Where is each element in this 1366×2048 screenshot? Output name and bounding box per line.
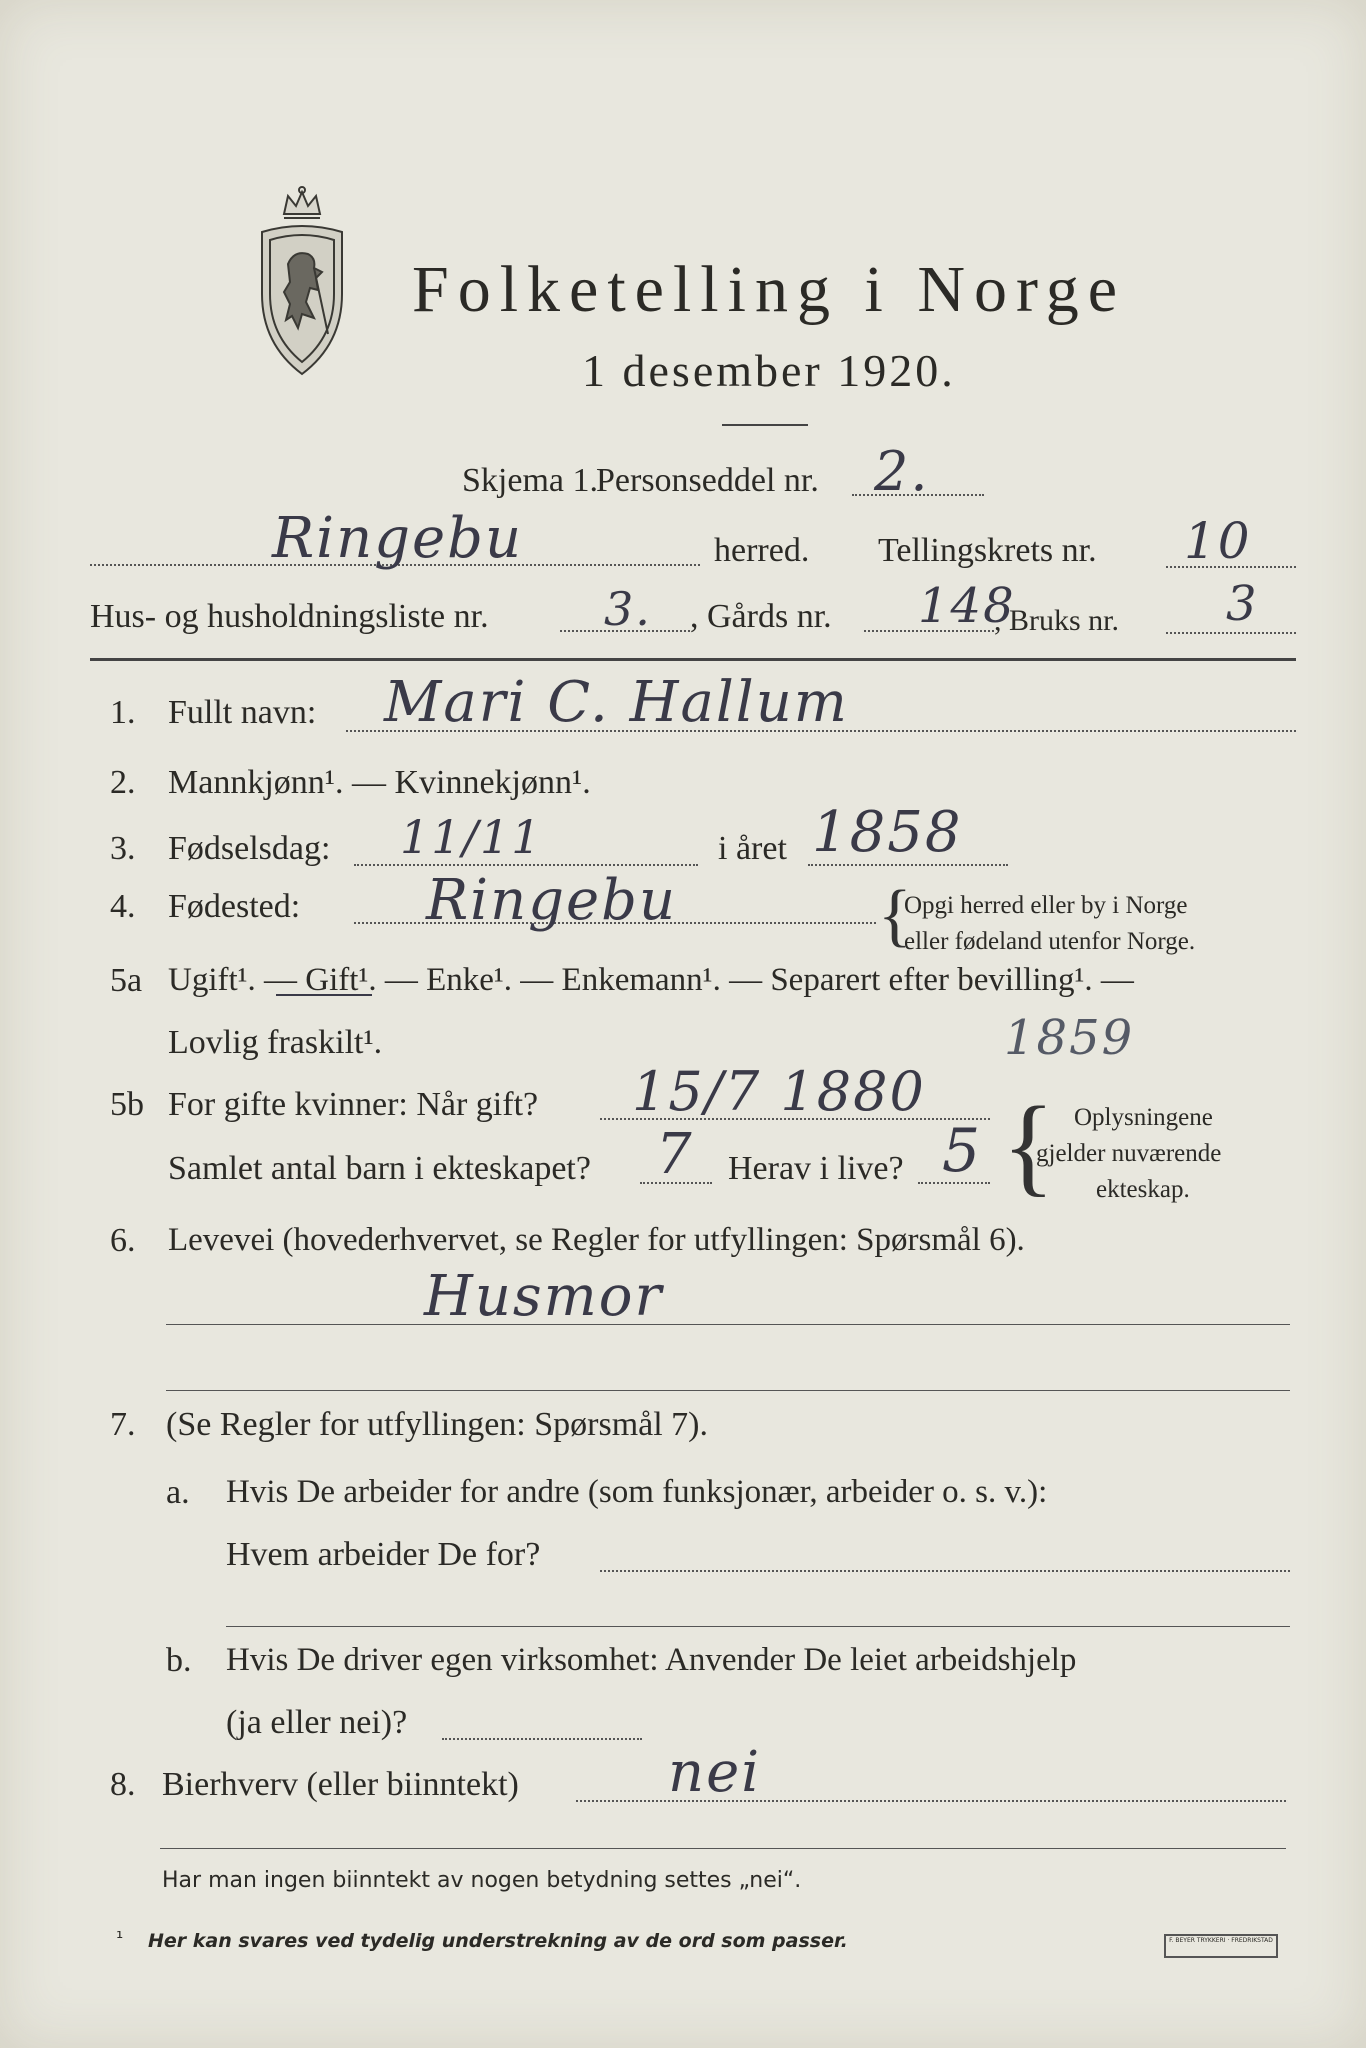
q3-label: Fødselsdag: bbox=[168, 830, 331, 867]
q5b-alive-label: Herav i live? bbox=[728, 1150, 904, 1187]
q8-note: Har man ingen biinntekt av nogen betydning settes „nei“. bbox=[162, 1868, 802, 1893]
footnote-mark: ¹ bbox=[116, 1928, 124, 1949]
norway-coat-of-arms-icon bbox=[244, 184, 360, 384]
printer-stamp: F. BEYER TRYKKERI · FREDRIKSTAD bbox=[1164, 1934, 1278, 1958]
q5b-number: 5b bbox=[110, 1086, 144, 1123]
q7-number: 7. bbox=[110, 1406, 136, 1443]
q3-birthday-value[interactable]: 11/11 bbox=[400, 810, 543, 864]
q4-birthplace-value[interactable]: Ringebu bbox=[426, 868, 678, 933]
q5b-note-line3: ekteskap. bbox=[1096, 1176, 1190, 1203]
q7b-line2: (ja eller nei)? bbox=[226, 1704, 408, 1741]
q5b-note-line1: Oplysningene bbox=[1074, 1104, 1213, 1131]
bruks-label: , Bruks nr. bbox=[994, 604, 1120, 637]
q4-number: 4. bbox=[110, 888, 136, 925]
herred-value[interactable]: Ringebu bbox=[272, 506, 524, 571]
gards-value[interactable]: 148 bbox=[918, 578, 1016, 634]
q5b-married-label: For gifte kvinner: Når gift? bbox=[168, 1086, 539, 1123]
q4-label: Fødested: bbox=[168, 888, 301, 925]
q1-label: Fullt navn: bbox=[168, 694, 317, 731]
personseddel-value[interactable]: 2. bbox=[874, 440, 930, 503]
q4-note-line1: Opgi herred eller by i Norge bbox=[904, 892, 1188, 919]
personseddel-label: Personseddel nr. bbox=[596, 462, 819, 499]
q3-year-value[interactable]: 1858 bbox=[812, 800, 963, 865]
q5a-number: 5a bbox=[110, 962, 143, 999]
q7b-line1: Hvis De driver egen virksomhet: Anvender De leiet arbeidshjelp bbox=[226, 1642, 1077, 1678]
header-separator bbox=[90, 658, 1296, 661]
q5b-alive-value[interactable]: 5 bbox=[942, 1116, 983, 1186]
q8-number: 8. bbox=[110, 1766, 136, 1803]
q3-day-line bbox=[354, 864, 698, 866]
tellingskrets-label: Tellingskrets nr. bbox=[878, 532, 1097, 569]
q5a-margin-note: 1859 bbox=[1004, 1010, 1135, 1066]
gards-label: , Gårds nr. bbox=[690, 598, 832, 635]
husliste-value[interactable]: 3. bbox=[604, 582, 652, 636]
q4-note-brace: { bbox=[878, 877, 912, 954]
q6-label: Levevei (hovederhvervet, se Regler for utfyllingen: Spørsmål 6). bbox=[168, 1222, 1025, 1258]
q6-line1 bbox=[166, 1324, 1290, 1325]
q8-line2 bbox=[160, 1848, 1286, 1849]
q8-label: Bierhverv (eller biinntekt) bbox=[162, 1766, 519, 1803]
q5b-children-value[interactable]: 7 bbox=[656, 1122, 694, 1187]
q7-label: (Se Regler for utfyllingen: Spørsmål 7). bbox=[166, 1406, 709, 1443]
q3-year-label: i året bbox=[718, 830, 787, 867]
q7a-answer-line2[interactable] bbox=[226, 1626, 1290, 1627]
husliste-label: Hus- og husholdningsliste nr. bbox=[90, 598, 489, 635]
q1-number: 1. bbox=[110, 694, 136, 731]
q5a-gift-underline bbox=[276, 994, 372, 996]
bruks-value[interactable]: 3 bbox=[1226, 576, 1259, 632]
q6-number: 6. bbox=[110, 1222, 136, 1259]
q3-number: 3. bbox=[110, 830, 136, 867]
q5b-note-line2: gjelder nuværende bbox=[1036, 1140, 1222, 1167]
form-title: Folketelling i Norge bbox=[412, 253, 1127, 326]
q5b-children-label: Samlet antal barn i ekteskapet? bbox=[168, 1150, 591, 1187]
footnote-text: Her kan svares ved tydelig understrekning av de ord som passer. bbox=[148, 1930, 848, 1952]
q4-note-line2: eller fødeland utenfor Norge. bbox=[904, 928, 1196, 955]
q6-line2 bbox=[166, 1390, 1290, 1391]
herred-label: herred. bbox=[714, 532, 810, 569]
title-divider bbox=[722, 424, 808, 426]
census-date: 1 desember 1920. bbox=[582, 345, 956, 396]
q5b-note-brace: { bbox=[1002, 1084, 1055, 1206]
q5a-marital-options[interactable]: Ugift¹. — Gift¹. — Enke¹. — Enkemann¹. — Separert efter bevilling¹. — bbox=[168, 962, 1134, 998]
q6-livelihood-value[interactable]: Husmor bbox=[424, 1264, 664, 1329]
q7a-answer-line1[interactable] bbox=[600, 1570, 1290, 1572]
schema-label: Skjema 1. bbox=[462, 462, 598, 499]
q5b-married-value[interactable]: 15/7 1880 bbox=[632, 1060, 926, 1123]
q5a-line2[interactable]: Lovlig fraskilt¹. bbox=[168, 1024, 383, 1061]
tellingskrets-value[interactable]: 10 bbox=[1184, 512, 1252, 570]
q7a-letter: a. bbox=[166, 1474, 190, 1511]
q7b-answer-line[interactable] bbox=[442, 1738, 642, 1740]
q2-gender-options[interactable]: Mannkjønn¹. — Kvinnekjønn¹. bbox=[168, 764, 591, 801]
bruks-line bbox=[1166, 632, 1296, 634]
q8-side-income-value[interactable]: nei bbox=[668, 1740, 762, 1805]
q2-number: 2. bbox=[110, 764, 136, 801]
q1-full-name-value[interactable]: Mari C. Hallum bbox=[384, 670, 849, 735]
q7a-line1: Hvis De arbeider for andre (som funksjonær, arbeider o. s. v.): bbox=[226, 1474, 1048, 1510]
q7a-line2: Hvem arbeider De for? bbox=[226, 1536, 541, 1573]
q7b-letter: b. bbox=[166, 1642, 192, 1679]
